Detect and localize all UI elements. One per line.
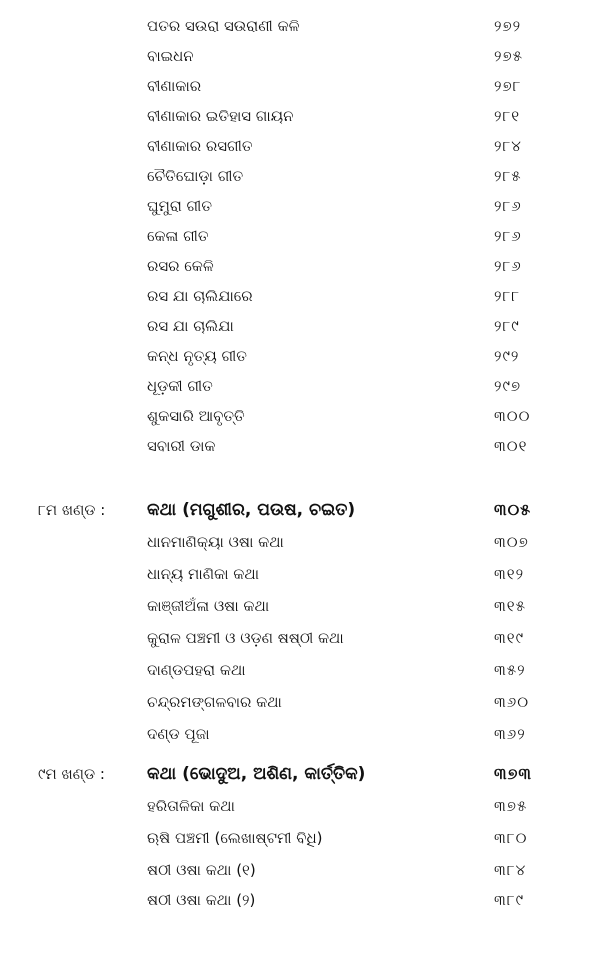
toc-entry bbox=[0, 824, 600, 854]
entry-page: ୩୦୦ bbox=[494, 407, 531, 425]
entry-title: ବୀଣାକାର ରସଗୀତ bbox=[147, 137, 253, 155]
entry-title: ଧୂଡ଼କୀ ଗୀତ bbox=[147, 377, 213, 395]
section-heading bbox=[0, 496, 600, 526]
section-page: ୩୦୫ bbox=[494, 500, 532, 519]
toc-entry bbox=[0, 192, 600, 222]
entry-title: ପତର ସଉରା ସଉରାଣୀ କଳି bbox=[147, 17, 300, 35]
entry-page: ୩୦୭ bbox=[494, 533, 529, 551]
entry-page: ୨୮୯ bbox=[494, 317, 520, 335]
entry-title: ଦାଣ୍ଡପହରା କଥା bbox=[147, 661, 246, 679]
entry-title: ଧାନମାଣିକ୍ୟା ଓଷା କଥା bbox=[147, 533, 284, 551]
entry-page: ୨୮୬ bbox=[494, 227, 522, 245]
entry-page: ୨୮୪ bbox=[494, 137, 522, 155]
toc-entry bbox=[0, 12, 600, 42]
entry-page: ୩୮୯ bbox=[494, 891, 525, 909]
toc-entry bbox=[0, 792, 600, 822]
entry-title: କନ୍ଧ ନୃତ୍ୟ ଗୀତ bbox=[147, 347, 248, 365]
section-label: ୯ମ ଖଣ୍ଡ : bbox=[38, 765, 105, 783]
toc-entry bbox=[0, 720, 600, 750]
entry-page: ୩୫୨ bbox=[494, 661, 526, 679]
toc-entry bbox=[0, 432, 600, 462]
entry-title: ଷଠୀ ଓଷା କଥା (୨) bbox=[147, 891, 256, 909]
toc-entry bbox=[0, 528, 600, 558]
toc-entry bbox=[0, 282, 600, 312]
toc-entry bbox=[0, 592, 600, 622]
toc-entry bbox=[0, 162, 600, 192]
toc-entry bbox=[0, 856, 600, 886]
section-title: କଥା (ଭୋଦୁଅ, ଅଶିଣ, କାର୍ତ୍ତିକ) bbox=[147, 764, 366, 784]
entry-title: ବାଇଧନ bbox=[147, 47, 194, 65]
entry-title: ଶୁକସାରି ଆବୃତ୍ତି bbox=[147, 407, 245, 425]
entry-page: ୩୮୪ bbox=[494, 861, 527, 879]
entry-title: ସବାରୀ ଡାକ bbox=[147, 437, 216, 455]
toc-entry bbox=[0, 72, 600, 102]
entry-page: ୨୮୧ bbox=[494, 107, 521, 125]
entry-title: ରସ ଯା ଚାଲିଯା bbox=[147, 317, 234, 335]
entry-page: ୨୯୨ bbox=[494, 347, 520, 365]
entry-page: ୨୭୫ bbox=[494, 47, 524, 65]
entry-page: ୩୮୦ bbox=[494, 829, 528, 847]
section-title: କଥା (ମଗୁଶୀର, ପଉଷ, ଚଇତ) bbox=[147, 500, 356, 520]
toc-entry bbox=[0, 222, 600, 252]
entry-title: ଚୈତିଘୋଡ଼ା ଗୀତ bbox=[147, 167, 244, 185]
entry-title: ଷଠୀ ଓଷା କଥା (୧) bbox=[147, 861, 256, 879]
entry-page: ୨୮୬ bbox=[494, 197, 522, 215]
entry-page: ୨୭୮ bbox=[494, 77, 522, 95]
entry-title: ରସ ଯା ଚାଲିଯାରେ bbox=[147, 287, 253, 305]
toc-entry bbox=[0, 102, 600, 132]
entry-title: ଋଷି ପଞ୍ଚମୀ (ଲେଖାଷ୍ଟମୀ ବିଧି) bbox=[147, 829, 323, 847]
toc-entry bbox=[0, 312, 600, 342]
toc-entry bbox=[0, 132, 600, 162]
entry-page: ୩୭୫ bbox=[494, 797, 528, 815]
section-label: ୮ମ ଖଣ୍ଡ : bbox=[38, 501, 106, 519]
entry-page: ୩୦୧ bbox=[494, 437, 528, 455]
entry-page: ୨୮୫ bbox=[494, 167, 522, 185]
entry-title: କୁରାଳ ପଞ୍ଚମୀ ଓ ଓଡ଼ଣ ଷଷ୍ଠୀ କଥା bbox=[147, 629, 344, 647]
entry-title: ବୀଣାକାର ଇତିହାସ ଗାୟନ bbox=[147, 107, 294, 125]
entry-page: ୩୧୯ bbox=[494, 629, 525, 647]
section-heading bbox=[0, 760, 600, 790]
entry-page: ୩୬୨ bbox=[494, 725, 526, 743]
toc-entry bbox=[0, 42, 600, 72]
entry-page: ୨୮୬ bbox=[494, 257, 522, 275]
section-page: ୩୭୩ bbox=[494, 764, 532, 783]
toc-entry bbox=[0, 560, 600, 590]
toc-entry bbox=[0, 342, 600, 372]
entry-page: ୨୮୮ bbox=[494, 287, 521, 305]
entry-title: କେଳା ଗୀତ bbox=[147, 227, 209, 245]
entry-title: ଦଣ୍ଡ ପୂଜା bbox=[147, 725, 210, 743]
toc-entry bbox=[0, 656, 600, 686]
entry-page: ୩୬୦ bbox=[494, 693, 530, 711]
toc-entry bbox=[0, 688, 600, 718]
entry-title: ଚନ୍ଦ୍ରମଙ୍ଗଳବାର କଥା bbox=[147, 693, 282, 711]
toc-entry bbox=[0, 624, 600, 654]
entry-page: ୩୧୨ bbox=[494, 565, 525, 583]
entry-title: କାଞ୍ଜୀଅଁଳା ଓଷା କଥା bbox=[147, 597, 270, 615]
entry-title: ବୀଣାକାର bbox=[147, 77, 202, 95]
toc-entry bbox=[0, 372, 600, 402]
toc-entry bbox=[0, 252, 600, 282]
entry-title: ଘୁମୁରା ଗୀତ bbox=[147, 197, 213, 215]
toc-entry bbox=[0, 402, 600, 432]
toc-entry bbox=[0, 886, 600, 916]
entry-title: ହରିତାଳିକା କଥା bbox=[147, 797, 235, 815]
entry-title: ଧାନ୍ୟ ମାଣିକା କଥା bbox=[147, 565, 260, 583]
entry-page: ୩୧୫ bbox=[494, 597, 526, 615]
entry-title: ରସର କେଳି bbox=[147, 257, 214, 275]
entry-page: ୨୭୨ bbox=[494, 17, 522, 35]
entry-page: ୨୯୭ bbox=[494, 377, 522, 395]
